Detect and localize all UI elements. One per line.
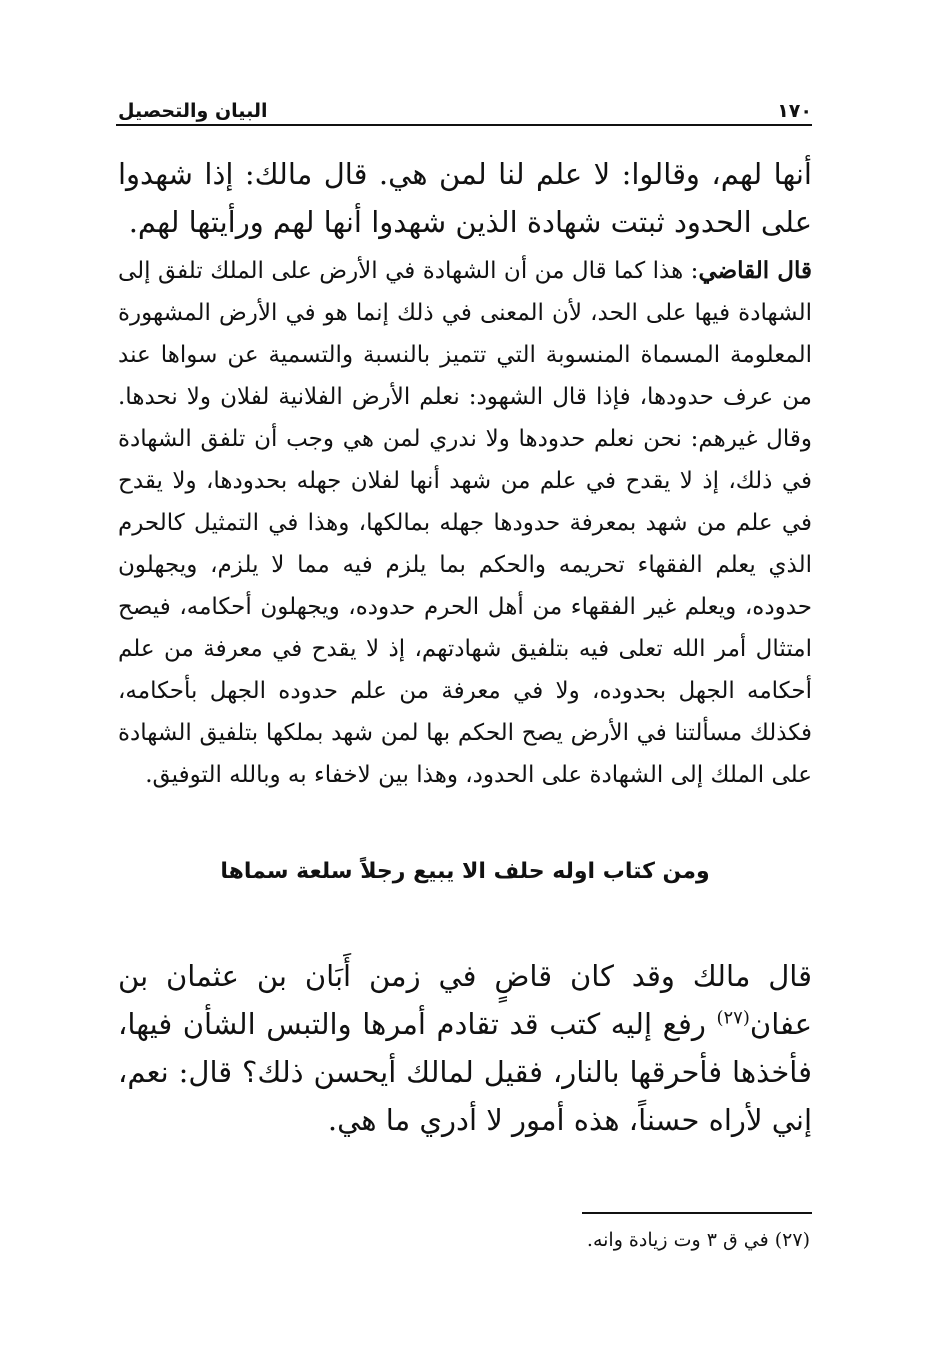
main-text-paragraph (118, 952, 812, 1144)
footnote-reference: (٢٧) (716, 1007, 750, 1029)
book-title: البيان والتحصيل (118, 100, 268, 122)
main-text-before-ref: قال مالك وقد كان قاضٍ في زمن أَبَان بن عثمان بن عفان (118, 959, 812, 1041)
section-heading: ومن كتاب اوله حلف الا يبيع رجلاً سلعة سماها (220, 859, 710, 884)
header-rule (116, 124, 812, 126)
running-head (118, 90, 812, 122)
footnote: (٢٧) في ق ٣ وت زيادة وانه. (586, 1229, 810, 1251)
carryover-paragraph: أنها لهم، وقالوا: لا علم لنا لمن هي. قال مالك: إذا شهدوا على الحدود ثبتت شهادة الذين شهدوا أنها لهم ورأيتها لهم. (118, 157, 812, 239)
footnote-rule (582, 1212, 812, 1214)
commentary-text: : هذا كما قال من أن الشهادة في الأرض على الملك تلفق إلى الشهادة فيها على الحد، لأن المعنى في ذلك إنما هو في الأرض المشهورة المعلومة المسماة المنسوبة التي تتميز بالنسبة والتسمية عن سواها عند من عرف حدودها، فإذا قال الشهود: نعلم الأرض الفلانية لفلان ولا نحدها. وقال غيرهم: نحن نعلم حدودها ولا ندري لمن هي وجب أن تلفق الشهادة في ذلك، إذ لا يقدح في علم من شهد أنها لفلان جهله بحدودها، ولا يقدح في علم من شهد بمعرفة حدودها جهله بمالكها، وهذا في التمثيل كالحرم الذي يعلم الفقهاء تحريمه والحكم بما يلزم فيه مما لا يلزم، ويجهلون حدوده، ويعلم غير الفقهاء من أهل الحرم حدوده، ويجهلون أحكامه، فيصح امتثال أمر الله تعلى فيه بتلفيق شهادتهم، إذ لا يقدح في معرفة من علم أحكامه الجهل بحدوده، ولا في معرفة من علم حدوده الجهل بأحكامه، فكذلك مسألتنا في الأرض يصح الحكم بها لمن شهد بملكها بتلفيق الشهادة على الملك إلى الشهادة على الحدود، وهذا بين لاخفاء به وبالله التوفيق. (118, 258, 812, 788)
main-text-after-ref: رفع إليه كتب قد تقادم أمرها والتبس الشأن فيها، فأخذها فأحرقها بالنار، فقيل لمالك أيحسن ذلك؟ قال: نعم، إني لأراه حسناً، هذه أمور لا أدري ما هي. (118, 1007, 812, 1137)
page-number: ١٧٠ (777, 100, 812, 122)
commentary-speaker: قال القاضي (698, 257, 813, 284)
commentary-paragraph (118, 250, 812, 796)
